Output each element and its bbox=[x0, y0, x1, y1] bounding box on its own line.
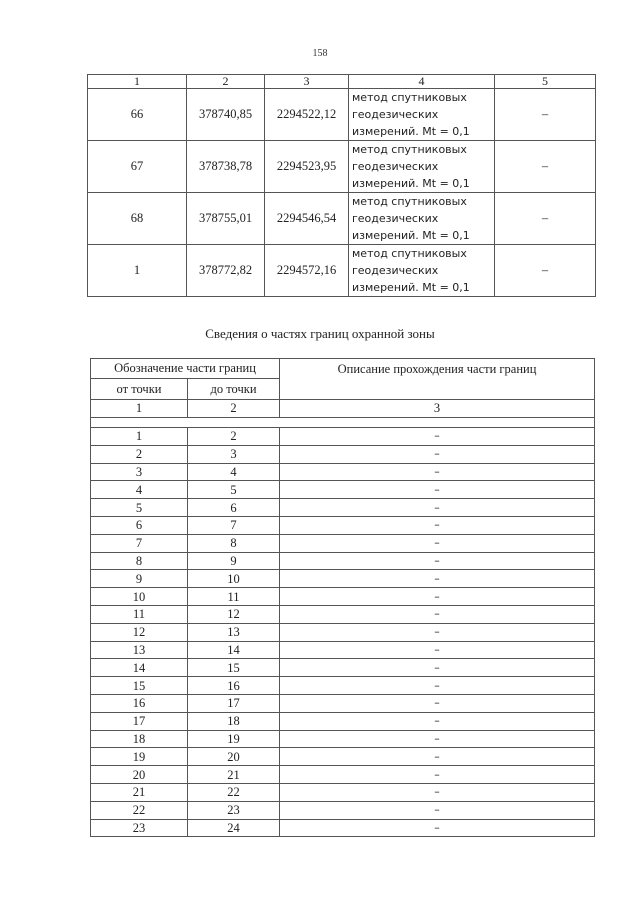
table-row bbox=[91, 428, 595, 446]
from-point-cell: 21 bbox=[91, 783, 188, 801]
table-row bbox=[91, 641, 595, 659]
to-point-cell: 10 bbox=[188, 570, 280, 588]
table-row bbox=[91, 463, 595, 481]
description-cell: – bbox=[280, 677, 595, 695]
method-line: геодезических bbox=[352, 160, 439, 173]
to-point-cell: 12 bbox=[188, 605, 280, 623]
description-cell: – bbox=[280, 534, 595, 552]
to-point-cell: 7 bbox=[188, 516, 280, 534]
description-cell: – bbox=[280, 428, 595, 446]
page-number: 158 bbox=[312, 48, 328, 59]
column-number-header: 2 bbox=[187, 75, 265, 89]
from-point-cell: 17 bbox=[91, 712, 188, 730]
coordinates-header-row bbox=[88, 75, 596, 89]
to-point-cell: 24 bbox=[188, 819, 280, 837]
from-point-cell: 2 bbox=[91, 445, 188, 463]
from-point-cell: 7 bbox=[91, 534, 188, 552]
x-coordinate-cell: 378755,01 bbox=[187, 193, 265, 245]
note-cell: – bbox=[495, 89, 596, 141]
table-row bbox=[88, 245, 596, 297]
to-point-cell: 4 bbox=[188, 463, 280, 481]
to-point-cell: 16 bbox=[188, 677, 280, 695]
from-point-cell: 3 bbox=[91, 463, 188, 481]
to-point-cell: 22 bbox=[188, 783, 280, 801]
description-cell: – bbox=[280, 605, 595, 623]
description-cell: – bbox=[280, 712, 595, 730]
table-row bbox=[91, 659, 595, 677]
table-row bbox=[88, 193, 596, 245]
point-cell: 1 bbox=[88, 245, 187, 297]
table-row bbox=[91, 783, 595, 801]
to-point-cell: 21 bbox=[188, 766, 280, 784]
table-row bbox=[91, 748, 595, 766]
table-row bbox=[88, 89, 596, 141]
point-cell: 67 bbox=[88, 141, 187, 193]
description-cell: – bbox=[280, 748, 595, 766]
description-cell: – bbox=[280, 463, 595, 481]
from-point-cell: 6 bbox=[91, 516, 188, 534]
to-point-cell: 11 bbox=[188, 588, 280, 606]
method-cell bbox=[349, 245, 495, 297]
boundary-parts-table bbox=[90, 358, 595, 837]
method-line: геодезических bbox=[352, 264, 439, 277]
method-line: геодезических bbox=[352, 108, 439, 121]
header-description: Описание прохождения части границ bbox=[280, 359, 595, 400]
table-row bbox=[91, 605, 595, 623]
to-point-cell: 9 bbox=[188, 552, 280, 570]
y-coordinate-cell: 2294546,54 bbox=[265, 193, 349, 245]
table-row bbox=[91, 445, 595, 463]
table-row bbox=[91, 801, 595, 819]
table-row bbox=[91, 623, 595, 641]
column-number-header: 1 bbox=[88, 75, 187, 89]
from-point-cell: 19 bbox=[91, 748, 188, 766]
method-cell bbox=[349, 141, 495, 193]
coordinates-table bbox=[87, 74, 596, 297]
column-number-header: 4 bbox=[349, 75, 495, 89]
to-point-cell: 13 bbox=[188, 623, 280, 641]
column-number-header: 5 bbox=[495, 75, 596, 89]
from-point-cell: 11 bbox=[91, 605, 188, 623]
from-point-cell: 15 bbox=[91, 677, 188, 695]
method-line: метод спутниковых bbox=[352, 195, 467, 208]
y-coordinate-cell: 2294572,16 bbox=[265, 245, 349, 297]
table-row bbox=[91, 712, 595, 730]
description-cell: – bbox=[280, 570, 595, 588]
description-cell: – bbox=[280, 819, 595, 837]
from-point-cell: 1 bbox=[91, 428, 188, 446]
column-number-header: 2 bbox=[188, 400, 280, 418]
method-line: измерений. Mt = 0,1 bbox=[352, 281, 470, 294]
point-cell: 68 bbox=[88, 193, 187, 245]
to-point-cell: 19 bbox=[188, 730, 280, 748]
y-coordinate-cell: 2294522,12 bbox=[265, 89, 349, 141]
to-point-cell: 17 bbox=[188, 694, 280, 712]
description-cell: – bbox=[280, 694, 595, 712]
method-cell bbox=[349, 193, 495, 245]
from-point-cell: 23 bbox=[91, 819, 188, 837]
table-row bbox=[88, 141, 596, 193]
table-row bbox=[91, 677, 595, 695]
to-point-cell: 15 bbox=[188, 659, 280, 677]
boundary-header-row bbox=[91, 359, 595, 379]
to-point-cell: 5 bbox=[188, 481, 280, 499]
table-row bbox=[91, 516, 595, 534]
column-number-header: 3 bbox=[265, 75, 349, 89]
column-numbers-row bbox=[91, 400, 595, 418]
description-cell: – bbox=[280, 499, 595, 517]
from-point-cell: 9 bbox=[91, 570, 188, 588]
x-coordinate-cell: 378772,82 bbox=[187, 245, 265, 297]
spacer-cell bbox=[91, 418, 595, 428]
column-number-header: 3 bbox=[280, 400, 595, 418]
from-point-cell: 22 bbox=[91, 801, 188, 819]
y-coordinate-cell: 2294523,95 bbox=[265, 141, 349, 193]
method-line: измерений. Mt = 0,1 bbox=[352, 125, 470, 138]
header-from-point: от точки bbox=[91, 379, 188, 400]
method-line: измерений. Mt = 0,1 bbox=[352, 229, 470, 242]
method-line: метод спутниковых bbox=[352, 91, 467, 104]
description-cell: – bbox=[280, 801, 595, 819]
note-cell: – bbox=[495, 141, 596, 193]
description-cell: – bbox=[280, 516, 595, 534]
table-row bbox=[91, 499, 595, 517]
section-title: Сведения о частях границ охранной зоны bbox=[205, 326, 435, 341]
header-to-point: до точки bbox=[188, 379, 280, 400]
from-point-cell: 4 bbox=[91, 481, 188, 499]
table-row bbox=[91, 588, 595, 606]
from-point-cell: 18 bbox=[91, 730, 188, 748]
description-cell: – bbox=[280, 623, 595, 641]
header-boundary-part: Обозначение части границ bbox=[91, 359, 280, 379]
from-point-cell: 20 bbox=[91, 766, 188, 784]
table-row bbox=[91, 570, 595, 588]
description-cell: – bbox=[280, 766, 595, 784]
spacer-row bbox=[91, 418, 595, 428]
description-cell: – bbox=[280, 659, 595, 677]
note-cell: – bbox=[495, 193, 596, 245]
description-cell: – bbox=[280, 730, 595, 748]
from-point-cell: 12 bbox=[91, 623, 188, 641]
table-row bbox=[91, 766, 595, 784]
method-cell bbox=[349, 89, 495, 141]
to-point-cell: 6 bbox=[188, 499, 280, 517]
from-point-cell: 13 bbox=[91, 641, 188, 659]
method-line: геодезических bbox=[352, 212, 439, 225]
description-cell: – bbox=[280, 641, 595, 659]
method-line: метод спутниковых bbox=[352, 143, 467, 156]
x-coordinate-cell: 378738,78 bbox=[187, 141, 265, 193]
table-row bbox=[91, 534, 595, 552]
from-point-cell: 10 bbox=[91, 588, 188, 606]
from-point-cell: 16 bbox=[91, 694, 188, 712]
note-cell: – bbox=[495, 245, 596, 297]
description-cell: – bbox=[280, 783, 595, 801]
table-row bbox=[91, 730, 595, 748]
table-row bbox=[91, 552, 595, 570]
to-point-cell: 20 bbox=[188, 748, 280, 766]
method-line: измерений. Mt = 0,1 bbox=[352, 177, 470, 190]
boundary-parts-body bbox=[91, 428, 595, 837]
column-number-header: 1 bbox=[91, 400, 188, 418]
description-cell: – bbox=[280, 445, 595, 463]
to-point-cell: 3 bbox=[188, 445, 280, 463]
point-cell: 66 bbox=[88, 89, 187, 141]
to-point-cell: 14 bbox=[188, 641, 280, 659]
description-cell: – bbox=[280, 588, 595, 606]
to-point-cell: 23 bbox=[188, 801, 280, 819]
from-point-cell: 8 bbox=[91, 552, 188, 570]
to-point-cell: 18 bbox=[188, 712, 280, 730]
table-row bbox=[91, 694, 595, 712]
table-row bbox=[91, 481, 595, 499]
method-line: метод спутниковых bbox=[352, 247, 467, 260]
table-row bbox=[91, 819, 595, 837]
x-coordinate-cell: 378740,85 bbox=[187, 89, 265, 141]
description-cell: – bbox=[280, 552, 595, 570]
to-point-cell: 8 bbox=[188, 534, 280, 552]
description-cell: – bbox=[280, 481, 595, 499]
from-point-cell: 5 bbox=[91, 499, 188, 517]
to-point-cell: 2 bbox=[188, 428, 280, 446]
from-point-cell: 14 bbox=[91, 659, 188, 677]
